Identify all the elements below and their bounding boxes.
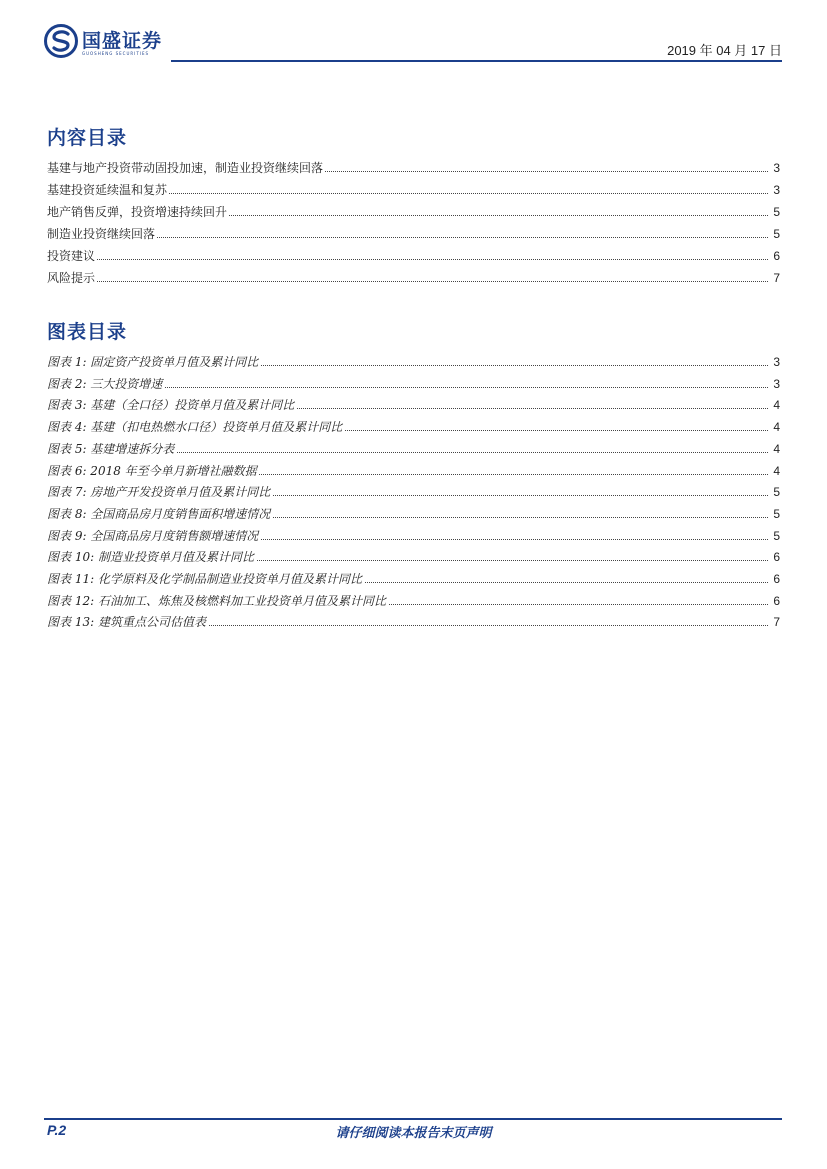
contents-title: 内容目录 — [47, 127, 128, 149]
toc-entry-label: 制造业投资继续回落 — [47, 224, 157, 244]
toc-entry-page: 4 — [771, 439, 780, 459]
toc-entry-page: 5 — [771, 504, 780, 524]
toc-entry-page: 5 — [771, 202, 780, 222]
header-divider — [171, 60, 782, 62]
toc-entry[interactable] — [47, 224, 780, 244]
toc-entry-page: 3 — [771, 180, 780, 200]
toc-entry-page: 3 — [771, 374, 780, 394]
toc-entry[interactable] — [47, 246, 780, 266]
toc-entry-page: 5 — [771, 224, 780, 244]
toc-entry-label: 地产销售反弹，投资增速持续回升 — [47, 202, 229, 222]
figure-entry[interactable] — [47, 417, 780, 437]
figure-entry[interactable] — [47, 395, 780, 415]
figure-entry[interactable] — [47, 461, 780, 481]
figure-entry[interactable] — [47, 504, 780, 524]
figures-title: 图表目录 — [47, 321, 128, 343]
figure-entry[interactable] — [47, 482, 780, 502]
toc-entry-page: 5 — [771, 526, 780, 546]
figure-entry[interactable] — [47, 526, 780, 546]
toc-entry-label: 图表 10: 制造业投资单月值及累计同比 — [47, 547, 256, 567]
toc-entry-label: 投资建议 — [47, 246, 97, 266]
toc-entry-label: 图表 3: 基建（全口径）投资单月值及累计同比 — [47, 395, 296, 415]
toc-entry-page: 4 — [771, 461, 780, 481]
toc-entry-label: 图表 9: 全国商品房月度销售额增速情况 — [47, 526, 260, 546]
report-date: 2019 年 04 月 17 日 — [667, 43, 782, 58]
toc-entry-page: 3 — [771, 352, 780, 372]
toc-entry-page: 7 — [771, 268, 780, 288]
figure-entry[interactable] — [47, 612, 780, 632]
toc-entry-label: 图表 7: 房地产开发投资单月值及累计同比 — [47, 482, 272, 502]
toc-entry[interactable] — [47, 158, 780, 178]
toc-entry[interactable] — [47, 268, 780, 288]
figure-entry[interactable] — [47, 547, 780, 567]
toc-entry-page: 6 — [771, 547, 780, 567]
toc-entry-page: 5 — [771, 482, 780, 502]
toc-entry-page: 3 — [771, 158, 780, 178]
toc-entry-label: 基建与地产投资带动固投加速，制造业投资继续回落 — [47, 158, 325, 178]
disclaimer-note: 请仔细阅读本报告末页声明 — [335, 1126, 492, 1141]
toc-entry-label: 图表 6: 2018 年至今单月新增社融数据 — [47, 461, 259, 481]
figure-entry[interactable] — [47, 374, 780, 394]
page-number: P.2 — [47, 1122, 67, 1138]
toc-entry-label: 图表 11: 化学原料及化学制品制造业投资单月值及累计同比 — [47, 569, 364, 589]
toc-entry-label: 图表 4: 基建（扣电热燃水口径）投资单月值及累计同比 — [47, 417, 344, 437]
toc-entry-label: 图表 12: 石油加工、炼焦及核燃料加工业投资单月值及累计同比 — [47, 591, 388, 611]
toc-entry-label: 图表 5: 基建增速拆分表 — [47, 439, 176, 459]
toc-entry-page: 4 — [771, 417, 780, 437]
company-logo — [44, 24, 174, 60]
figure-entry[interactable] — [47, 439, 780, 459]
toc-entry-label: 图表 2: 三大投资增速 — [47, 374, 164, 394]
guosheng-logo-icon — [44, 24, 78, 58]
toc-entry-label: 基建投资延续温和复苏 — [47, 180, 169, 200]
dot-leader — [47, 259, 768, 260]
toc-entry[interactable] — [47, 180, 780, 200]
dot-leader — [47, 281, 768, 282]
toc-entry-page: 6 — [771, 246, 780, 266]
brand-name: 国盛证券 — [82, 30, 163, 52]
figure-entry[interactable] — [47, 352, 780, 372]
toc-entry-label: 图表 8: 全国商品房月度销售面积增速情况 — [47, 504, 272, 524]
toc-entry-page: 6 — [771, 591, 780, 611]
toc-entry-page: 6 — [771, 569, 780, 589]
page-header — [44, 24, 782, 64]
toc-entry-page: 4 — [771, 395, 780, 415]
figure-entry[interactable] — [47, 591, 780, 611]
brand-subtitle: GUOSHENG SECURITIES — [82, 51, 150, 56]
toc-entry-page: 7 — [771, 612, 780, 632]
figure-entry[interactable] — [47, 569, 780, 589]
toc-entry[interactable] — [47, 202, 780, 222]
toc-entry-label: 风险提示 — [47, 268, 97, 288]
footer-divider — [44, 1118, 782, 1120]
toc-entry-label: 图表 1: 固定资产投资单月值及累计同比 — [47, 352, 260, 372]
toc-entry-label: 图表 13: 建筑重点公司估值表 — [47, 612, 208, 632]
